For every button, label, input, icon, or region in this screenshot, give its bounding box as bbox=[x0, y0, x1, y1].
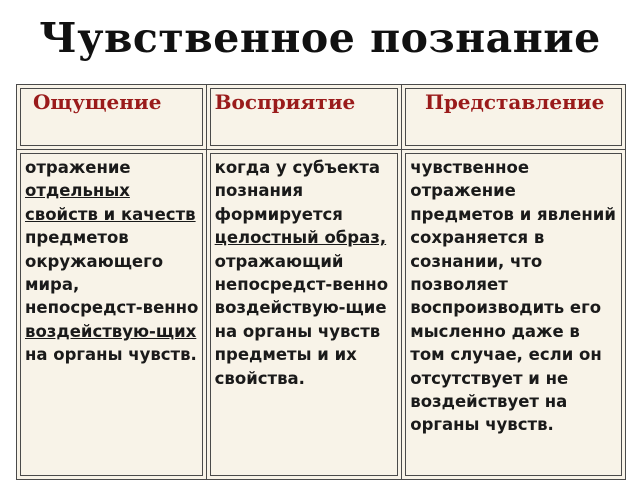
text-segment: отражение bbox=[25, 158, 131, 177]
header-representation: Представление bbox=[402, 85, 626, 150]
table-row bbox=[17, 150, 626, 480]
text-segment: на органы чувств. bbox=[25, 345, 197, 365]
underlined-term: целостный образ, bbox=[214, 228, 387, 248]
text-segment: чувственное отражение предметов и явлений сохраняется в сознании, что позволяет воспроизводить его мысленно даже в том случае, если он отсутствует и не воздействует на органы чувств. bbox=[410, 158, 616, 435]
text-segment: предметов окружающего мира, непосредст-венно bbox=[25, 228, 199, 318]
page-title: Чувственное познание bbox=[39, 14, 601, 62]
header-sensation: Ощущение bbox=[17, 85, 207, 150]
definition-sensation bbox=[17, 150, 207, 480]
table-header-row bbox=[17, 85, 626, 150]
definition-perception bbox=[206, 150, 402, 480]
underlined-term: воздействую-щих bbox=[25, 321, 197, 341]
definition-representation bbox=[402, 150, 626, 480]
header-perception: Восприятие bbox=[206, 85, 402, 150]
text-segment: отражающий непосредст-венно воздействую-щие на органы чувств предметы и их свойства. bbox=[214, 251, 389, 388]
text-segment: когда у субъекта познания формируется bbox=[214, 158, 381, 224]
underlined-term: отдельных свойств и качеств bbox=[25, 181, 196, 224]
concepts-table bbox=[16, 84, 626, 480]
